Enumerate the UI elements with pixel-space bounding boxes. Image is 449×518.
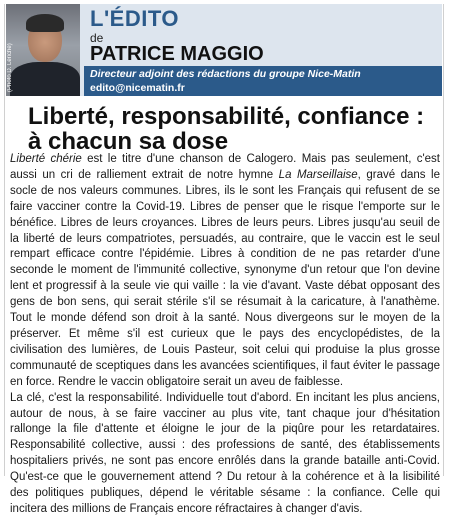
photo-credit: (Photo D. Leriche) — [7, 43, 13, 92]
article-body — [10, 152, 440, 518]
section-kicker: L'ÉDITO — [90, 6, 179, 31]
author-name: PATRICE MAGGIO — [90, 43, 264, 65]
author-photo-body — [10, 62, 80, 96]
author-email[interactable]: edito@nicematin.fr — [90, 82, 185, 94]
byline-prefix: de — [90, 31, 104, 45]
anthem-title: La Marseillaise — [278, 168, 358, 181]
author-photo — [6, 4, 80, 96]
author-photo-hair — [26, 14, 64, 32]
article-paragraph-2: La clé, c'est la responsabilité. Individuelle tout d'abord. En incitant les plus anciens, autour de nous, à se faire vacciner au plus vite, tant chaque jour d'hésitation rallonge la file d'attente et éloigne le jour de la piqûre pour les retardataires. Responsabilité collective, aussi : des professions de santé, des établissements hospitaliers privés, ne sont pas encore enrôlés dans la grande bataille anti-Covid. Qu'est-ce que le gouvernement attend ? Du retour à la cohérence et à la lisibilité des politiques publiques, dépend le véritable sésame : la confiance. Celle qui incitera des millions de Français encore réfractaires à changer d'avis. — [10, 391, 440, 515]
song-title: Liberté chérie — [10, 153, 82, 165]
article-title: Liberté, responsabilité, confiance : à chacun sa dose — [28, 103, 425, 155]
paragraph-1-text-a: est le titre d'une chanson de Calogero. Mais pas seulement, c'est aussi un cri de ralliement extrait de notre hymne — [10, 153, 440, 181]
author-role: Directeur adjoint des rédactions du groupe Nice-Matin — [90, 68, 361, 80]
paragraph-1-text-b: , gravé dans le socle de nos valeurs communes. Libres, ils le sont les Français qui refusent de se faire vacciner contre la Covid-19. Libres de penser que le risque l'emporte sur le bénéfice. Libres de leurs croyances. Libres de leurs peurs. Libres jusqu'au seuil de la liberté de leurs compatriotes, persuadés, au contraire, que le vaccin est le seul rempart efficace contre l'épidémie. Libres à condition de ne pas retarder d'une seconde le moment de l'immunité collective, synonyme d'un retour que l'on devine lent et progressif à la seule vie qui vaille : la vie d'avant. Vaste débat opposant des gens de bon sens, qui serait stérile s'il se résumait à la caricature, à l'anathème. Tout le monde défend son droit à la santé. Nous divergeons sur le moyen de la préserver. Et même s'il est curieux que le pays des encyclopédistes, de la civilisation des lumières, de Louis Pasteur, soit celui qui produise la plus grosse communauté de sceptiques dans les avancées scientifiques, il faut éviter le passage en force. Rendre le vaccin obligatoire serait un aveu de faiblesse. — [10, 168, 440, 388]
article-paragraph-1 — [10, 152, 440, 391]
